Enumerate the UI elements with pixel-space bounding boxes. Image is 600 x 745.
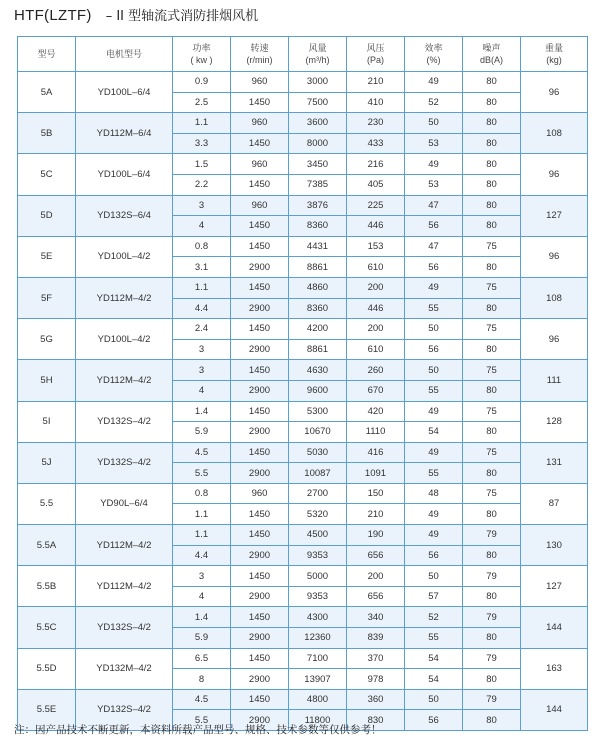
title-model-series: HTF(LZTF) [14,7,92,24]
table-row [18,277,588,298]
pressure-cell: 978 [347,669,405,690]
efficiency-cell: 49 [405,72,463,93]
column-header-unit: (m³/h) [305,55,330,65]
efficiency-cell: 55 [405,298,463,319]
power-cell: 3.1 [173,257,231,278]
efficiency-cell: 50 [405,566,463,587]
table-body [18,72,588,731]
noise-cell: 80 [463,298,521,319]
column-header [347,37,405,72]
noise-cell: 80 [463,174,521,195]
power-cell: 3 [173,339,231,360]
efficiency-cell: 49 [405,401,463,422]
pressure-cell: 433 [347,133,405,154]
header-row [18,37,588,72]
pressure-cell: 830 [347,710,405,731]
column-header-name: 型号 [37,49,56,59]
table-row [18,195,588,216]
speed-cell: 1450 [231,360,289,381]
speed-cell: 1450 [231,133,289,154]
power-cell: 5.9 [173,628,231,649]
pressure-cell: 370 [347,648,405,669]
model-cell: 5B [18,113,76,154]
speed-cell: 960 [231,195,289,216]
column-header-name: 风压 [366,43,385,53]
spec-table [17,36,588,731]
flow-cell: 4800 [289,689,347,710]
speed-cell: 1450 [231,566,289,587]
speed-cell: 960 [231,113,289,134]
pressure-cell: 839 [347,628,405,649]
motor-cell: YD112M–4/2 [76,277,173,318]
pressure-cell: 410 [347,92,405,113]
flow-cell: 8861 [289,257,347,278]
power-cell: 1.5 [173,154,231,175]
power-cell: 1.4 [173,607,231,628]
table-row [18,689,588,710]
pressure-cell: 210 [347,504,405,525]
power-cell: 8 [173,669,231,690]
model-cell: 5C [18,154,76,195]
efficiency-cell: 49 [405,442,463,463]
noise-cell: 75 [463,442,521,463]
noise-cell: 80 [463,92,521,113]
noise-cell: 75 [463,483,521,504]
table-row [18,360,588,381]
power-cell: 5.5 [173,463,231,484]
column-header-unit: dB(A) [479,55,503,65]
table-row [18,442,588,463]
flow-cell: 5000 [289,566,347,587]
motor-cell: YD132M–4/2 [76,648,173,689]
power-cell: 3.3 [173,133,231,154]
pressure-cell: 360 [347,689,405,710]
footnote: 注：因产品技术不断更新，本资料所载产品型号、规格、技术参数等仅供参考！ [14,724,382,736]
efficiency-cell: 49 [405,525,463,546]
column-header [18,37,76,72]
flow-cell: 3876 [289,195,347,216]
noise-cell: 80 [463,72,521,93]
flow-cell: 3600 [289,113,347,134]
speed-cell: 2900 [231,339,289,360]
noise-cell: 80 [463,628,521,649]
power-cell: 4 [173,586,231,607]
motor-cell: YD132S–4/2 [76,689,173,730]
weight-cell: 127 [521,195,588,236]
flow-cell: 4200 [289,319,347,340]
model-cell: 5.5 [18,483,76,524]
weight-cell: 96 [521,154,588,195]
table-row [18,483,588,504]
speed-cell: 960 [231,483,289,504]
model-cell: 5.5B [18,566,76,607]
motor-cell: YD100L–4/2 [76,236,173,277]
power-cell: 2.2 [173,174,231,195]
speed-cell: 1450 [231,648,289,669]
power-cell: 4.5 [173,689,231,710]
weight-cell: 96 [521,236,588,277]
flow-cell: 8861 [289,339,347,360]
weight-cell: 108 [521,113,588,154]
speed-cell: 2900 [231,298,289,319]
table-row [18,72,588,93]
noise-cell: 80 [463,257,521,278]
noise-cell: 80 [463,710,521,731]
power-cell: 1.1 [173,113,231,134]
flow-cell: 7100 [289,648,347,669]
flow-cell: 5320 [289,504,347,525]
column-header [405,37,463,72]
power-cell: 2.4 [173,319,231,340]
model-cell: 5H [18,360,76,401]
column-header [521,37,588,72]
weight-cell: 128 [521,401,588,442]
speed-cell: 1450 [231,525,289,546]
pressure-cell: 446 [347,216,405,237]
model-cell: 5F [18,277,76,318]
noise-cell: 79 [463,525,521,546]
column-header-unit: (Pa) [366,55,384,65]
power-cell: 4 [173,380,231,401]
noise-cell: 75 [463,401,521,422]
flow-cell: 5300 [289,401,347,422]
pressure-cell: 200 [347,566,405,587]
noise-cell: 80 [463,339,521,360]
motor-cell: YD112M–4/2 [76,566,173,607]
model-cell: 5G [18,319,76,360]
flow-cell: 8360 [289,216,347,237]
power-cell: 1.4 [173,401,231,422]
noise-cell: 80 [463,463,521,484]
power-cell: 5.9 [173,422,231,443]
motor-cell: YD132S–4/2 [76,401,173,442]
noise-cell: 79 [463,566,521,587]
flow-cell: 4300 [289,607,347,628]
power-cell: 6.5 [173,648,231,669]
flow-cell: 3450 [289,154,347,175]
model-cell: 5E [18,236,76,277]
noise-cell: 80 [463,133,521,154]
flow-cell: 8000 [289,133,347,154]
pressure-cell: 200 [347,277,405,298]
flow-cell: 2700 [289,483,347,504]
pressure-cell: 153 [347,236,405,257]
motor-cell: YD112M–6/4 [76,113,173,154]
table-row [18,236,588,257]
speed-cell: 2900 [231,257,289,278]
weight-cell: 96 [521,319,588,360]
weight-cell: 111 [521,360,588,401]
efficiency-cell: 50 [405,113,463,134]
speed-cell: 1450 [231,236,289,257]
power-cell: 0.8 [173,236,231,257]
flow-cell: 9353 [289,586,347,607]
weight-cell: 131 [521,442,588,483]
model-cell: 5.5C [18,607,76,648]
model-cell: 5.5D [18,648,76,689]
efficiency-cell: 48 [405,483,463,504]
speed-cell: 2900 [231,586,289,607]
speed-cell: 960 [231,72,289,93]
efficiency-cell: 53 [405,133,463,154]
column-header [289,37,347,72]
flow-cell: 8360 [289,298,347,319]
model-cell: 5.5A [18,525,76,566]
column-header [463,37,521,72]
table-row [18,401,588,422]
weight-cell: 130 [521,525,588,566]
power-cell: 3 [173,360,231,381]
speed-cell: 1450 [231,442,289,463]
speed-cell: 960 [231,154,289,175]
speed-cell: 1450 [231,92,289,113]
efficiency-cell: 55 [405,380,463,401]
pressure-cell: 190 [347,525,405,546]
efficiency-cell: 57 [405,586,463,607]
pressure-cell: 656 [347,586,405,607]
title-description: – II 型轴流式消防排烟风机 [105,9,259,24]
efficiency-cell: 47 [405,195,463,216]
column-header-name: 转速 [250,43,269,53]
efficiency-cell: 49 [405,277,463,298]
flow-cell: 10087 [289,463,347,484]
pressure-cell: 210 [347,72,405,93]
noise-cell: 80 [463,504,521,525]
pressure-cell: 260 [347,360,405,381]
noise-cell: 80 [463,422,521,443]
motor-cell: YD100L–6/4 [76,154,173,195]
pressure-cell: 446 [347,298,405,319]
weight-cell: 87 [521,483,588,524]
speed-cell: 1450 [231,174,289,195]
weight-cell: 144 [521,607,588,648]
noise-cell: 75 [463,319,521,340]
flow-cell: 7500 [289,92,347,113]
efficiency-cell: 56 [405,216,463,237]
power-cell: 1.1 [173,525,231,546]
speed-cell: 1450 [231,689,289,710]
pressure-cell: 656 [347,545,405,566]
efficiency-cell: 49 [405,154,463,175]
power-cell: 4.4 [173,298,231,319]
speed-cell: 2900 [231,380,289,401]
pressure-cell: 405 [347,174,405,195]
efficiency-cell: 50 [405,319,463,340]
efficiency-cell: 53 [405,174,463,195]
motor-cell: YD112M–4/2 [76,360,173,401]
column-header [231,37,289,72]
noise-cell: 79 [463,607,521,628]
pressure-cell: 230 [347,113,405,134]
model-cell: 5A [18,72,76,113]
noise-cell: 80 [463,113,521,134]
pressure-cell: 670 [347,380,405,401]
flow-cell: 5030 [289,442,347,463]
motor-cell: YD112M–4/2 [76,525,173,566]
efficiency-cell: 55 [405,463,463,484]
model-cell: 5.5E [18,689,76,730]
model-cell: 5I [18,401,76,442]
pressure-cell: 1091 [347,463,405,484]
column-header-unit: (r/min) [246,55,273,65]
column-header-name: 重量 [544,43,563,53]
table-row [18,525,588,546]
efficiency-cell: 56 [405,257,463,278]
speed-cell: 1450 [231,277,289,298]
table-row [18,319,588,340]
table-row [18,113,588,134]
column-header-unit: (%) [426,55,441,65]
noise-cell: 75 [463,360,521,381]
table-row [18,566,588,587]
power-cell: 4.5 [173,442,231,463]
pressure-cell: 1110 [347,422,405,443]
efficiency-cell: 56 [405,545,463,566]
document-title [14,4,258,28]
flow-cell: 3000 [289,72,347,93]
efficiency-cell: 49 [405,504,463,525]
flow-cell: 10670 [289,422,347,443]
noise-cell: 80 [463,380,521,401]
efficiency-cell: 52 [405,607,463,628]
motor-cell: YD132S–4/2 [76,442,173,483]
flow-cell: 4860 [289,277,347,298]
flow-cell: 11800 [289,710,347,731]
power-cell: 1.1 [173,277,231,298]
flow-cell: 4630 [289,360,347,381]
speed-cell: 2900 [231,463,289,484]
pressure-cell: 416 [347,442,405,463]
column-header-unit: ( kw ) [190,55,213,65]
power-cell: 5.5 [173,710,231,731]
speed-cell: 2900 [231,628,289,649]
speed-cell: 1450 [231,319,289,340]
motor-cell: YD90L–6/4 [76,483,173,524]
weight-cell: 108 [521,277,588,318]
speed-cell: 1450 [231,216,289,237]
pressure-cell: 610 [347,257,405,278]
power-cell: 2.5 [173,92,231,113]
noise-cell: 80 [463,586,521,607]
column-header-name: 电机型号 [105,49,142,59]
motor-cell: YD132S–6/4 [76,195,173,236]
flow-cell: 12360 [289,628,347,649]
efficiency-cell: 47 [405,236,463,257]
pressure-cell: 200 [347,319,405,340]
noise-cell: 79 [463,689,521,710]
pressure-cell: 225 [347,195,405,216]
speed-cell: 1450 [231,401,289,422]
noise-cell: 80 [463,545,521,566]
weight-cell: 163 [521,648,588,689]
efficiency-cell: 54 [405,422,463,443]
speed-cell: 1450 [231,504,289,525]
efficiency-cell: 52 [405,92,463,113]
column-header-name: 风量 [308,43,327,53]
flow-cell: 4431 [289,236,347,257]
power-cell: 0.9 [173,72,231,93]
column-header-name: 效率 [424,43,443,53]
noise-cell: 80 [463,195,521,216]
power-cell: 0.8 [173,483,231,504]
table-row [18,607,588,628]
motor-cell: YD100L–6/4 [76,72,173,113]
efficiency-cell: 56 [405,339,463,360]
speed-cell: 2900 [231,669,289,690]
noise-cell: 79 [463,648,521,669]
speed-cell: 2900 [231,422,289,443]
noise-cell: 75 [463,236,521,257]
power-cell: 1.1 [173,504,231,525]
power-cell: 3 [173,566,231,587]
efficiency-cell: 55 [405,628,463,649]
model-cell: 5D [18,195,76,236]
efficiency-cell: 54 [405,648,463,669]
table-row [18,154,588,175]
flow-cell: 7385 [289,174,347,195]
column-header-unit: (kg) [546,55,562,65]
efficiency-cell: 50 [405,360,463,381]
weight-cell: 96 [521,72,588,113]
speed-cell: 1450 [231,607,289,628]
speed-cell: 2900 [231,710,289,731]
column-header-name: 噪声 [482,43,501,53]
pressure-cell: 340 [347,607,405,628]
motor-cell: YD132S–4/2 [76,607,173,648]
flow-cell: 4500 [289,525,347,546]
power-cell: 3 [173,195,231,216]
weight-cell: 127 [521,566,588,607]
weight-cell: 144 [521,689,588,730]
column-header [173,37,231,72]
motor-cell: YD100L–4/2 [76,319,173,360]
pressure-cell: 150 [347,483,405,504]
noise-cell: 80 [463,154,521,175]
table-header [18,37,588,72]
speed-cell: 2900 [231,545,289,566]
efficiency-cell: 56 [405,710,463,731]
flow-cell: 13907 [289,669,347,690]
efficiency-cell: 54 [405,669,463,690]
pressure-cell: 420 [347,401,405,422]
flow-cell: 9353 [289,545,347,566]
power-cell: 4 [173,216,231,237]
pressure-cell: 216 [347,154,405,175]
column-header-name: 功率 [192,43,211,53]
model-cell: 5J [18,442,76,483]
power-cell: 4.4 [173,545,231,566]
flow-cell: 9600 [289,380,347,401]
noise-cell: 80 [463,669,521,690]
noise-cell: 75 [463,277,521,298]
column-header [76,37,173,72]
pressure-cell: 610 [347,339,405,360]
noise-cell: 80 [463,216,521,237]
efficiency-cell: 50 [405,689,463,710]
table-row [18,648,588,669]
